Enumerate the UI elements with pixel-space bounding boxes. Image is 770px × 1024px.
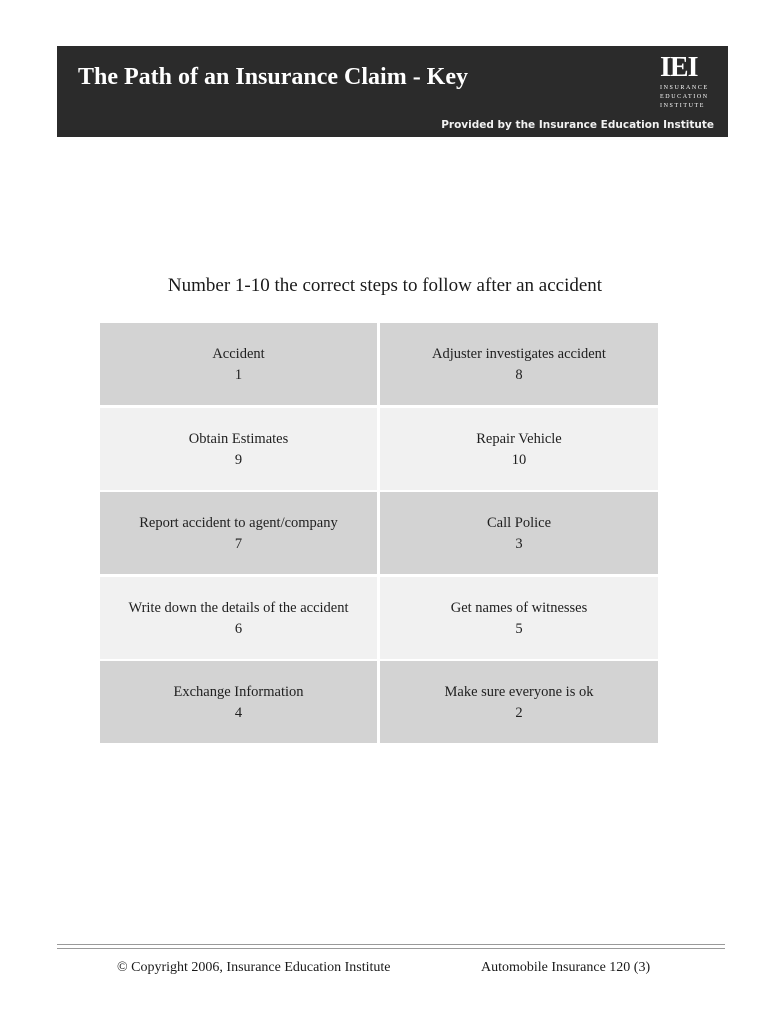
- step-number: 9: [234, 452, 243, 468]
- header-banner: [57, 46, 728, 137]
- step-label: Write down the details of the accident: [128, 600, 349, 616]
- logo-line-1: INSURANCE: [660, 85, 709, 91]
- step-cell: [100, 323, 377, 405]
- step-number: 8: [515, 367, 523, 383]
- footer-copyright: © Copyright 2006, Insurance Education Institute: [117, 960, 391, 975]
- provider-text: Provided by the Insurance Education Institute: [441, 119, 714, 131]
- step-number: 10: [511, 452, 527, 468]
- step-label: Exchange Information: [173, 684, 304, 700]
- steps-table: [100, 323, 658, 743]
- step-number: 2: [515, 705, 523, 721]
- page-title: The Path of an Insurance Claim - Key: [78, 64, 468, 90]
- step-cell: [380, 492, 658, 574]
- step-number: 1: [234, 367, 243, 383]
- step-cell: [100, 408, 377, 490]
- step-number: 3: [515, 536, 523, 552]
- logo-line-3: INSTITUTE: [660, 103, 706, 109]
- step-number: 4: [234, 705, 243, 721]
- step-cell: [100, 577, 377, 659]
- step-label: Obtain Estimates: [188, 431, 289, 447]
- footer-course: Automobile Insurance 120 (3): [481, 960, 651, 975]
- footer-divider: [57, 944, 725, 949]
- step-cell: [380, 408, 658, 490]
- step-label: Adjuster investigates accident: [432, 346, 606, 362]
- step-cell: [380, 577, 658, 659]
- step-cell: [380, 661, 658, 743]
- logo-mark: IEI: [660, 52, 698, 83]
- step-label: Make sure everyone is ok: [444, 684, 594, 700]
- step-label: Get names of witnesses: [450, 600, 588, 616]
- iei-logo: [657, 54, 721, 108]
- step-label: Call Police: [486, 515, 552, 531]
- step-label: Repair Vehicle: [476, 431, 562, 447]
- step-label: Report accident to agent/company: [139, 515, 338, 531]
- step-cell: [100, 492, 377, 574]
- step-number: 5: [515, 621, 523, 637]
- instructions-heading: Number 1-10 the correct steps to follow after an accident: [167, 275, 603, 296]
- step-number: 6: [234, 621, 243, 637]
- logo-line-2: EDUCATION: [660, 94, 709, 100]
- step-cell: [100, 661, 377, 743]
- step-cell: [380, 323, 658, 405]
- step-number: 7: [234, 536, 243, 552]
- step-label: Accident: [212, 346, 265, 362]
